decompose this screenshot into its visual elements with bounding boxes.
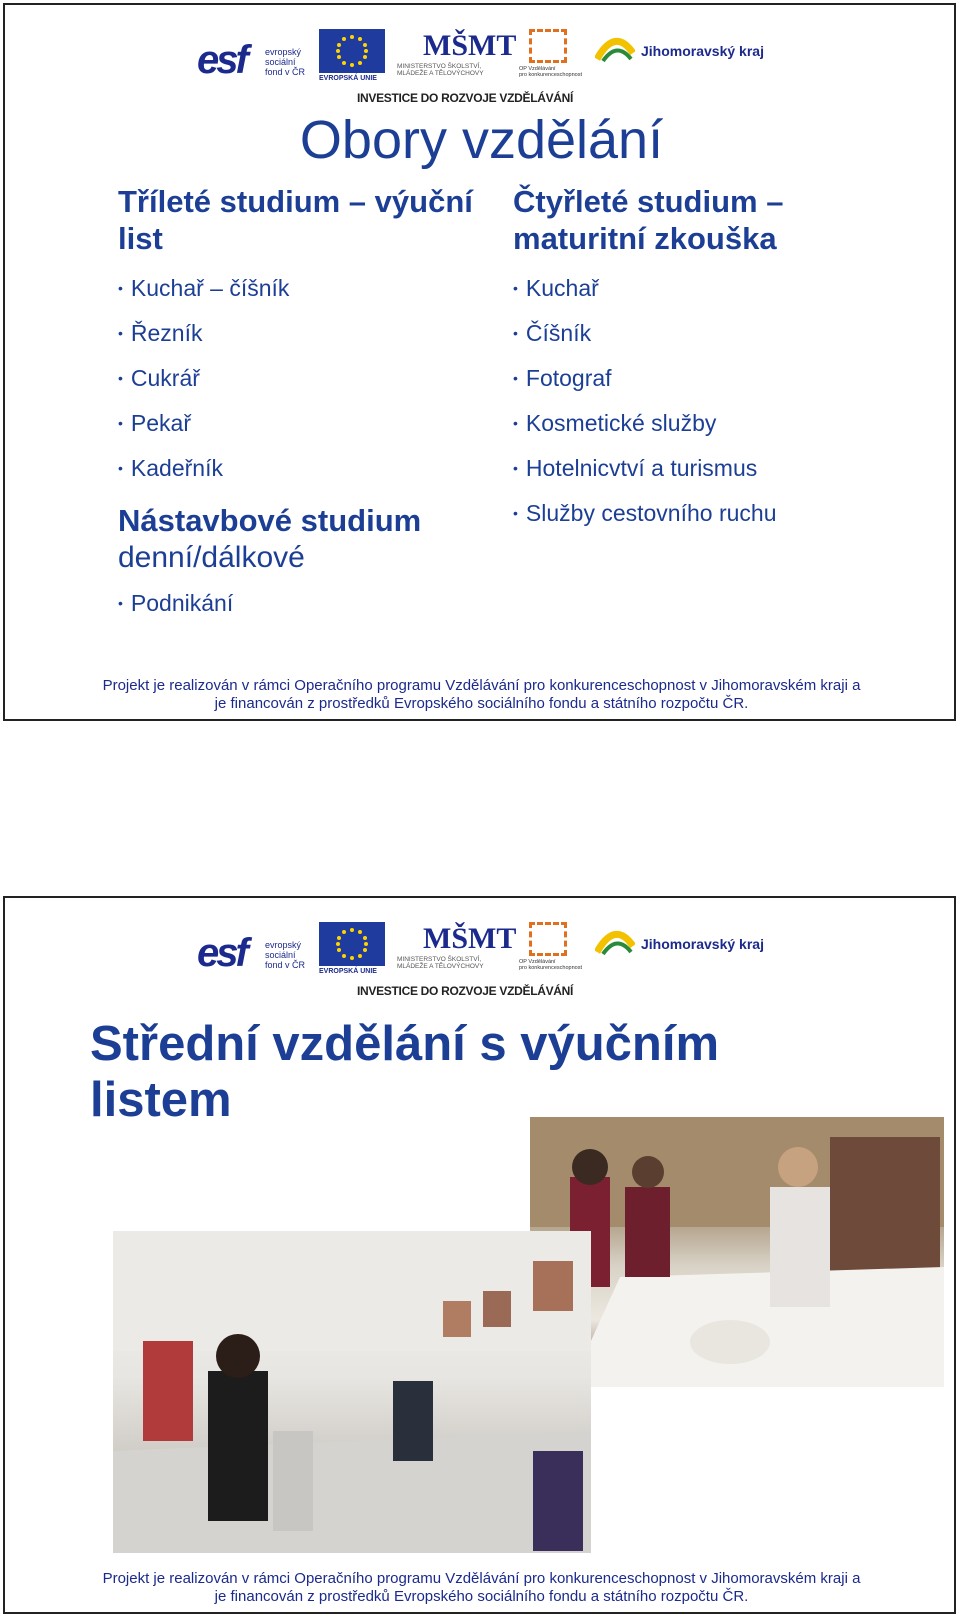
logo-bar [197,920,787,1002]
list-item: • Kosmetické služby [513,402,893,447]
footer: Projekt je realizován v rámci Operačního programu Vzdělávání pro konkurenceschopnost v Jihomoravském kraji a je financován z prostředků Evropského sociálního fondu a státního rozpočtu ČR. [102,677,861,712]
list-item: • Kadeřník [118,447,498,492]
logo-bar [197,27,787,109]
slide-1 [3,3,956,721]
nastavba-list [118,582,498,627]
op-frame-icon [529,29,567,63]
list-item: • Číšník [513,312,893,357]
esf-logo: esf evropský sociální fond v ČR [197,931,306,975]
left-heading: Tříleté studium – výuční list [118,184,473,256]
jmk-logo: Jihomoravský kraj [595,29,775,85]
op-logo: OP Vzdělávání pro konkurenceschopnost [519,29,589,85]
op-logo: OP Vzdělávání pro konkurenceschopnost [519,922,589,978]
list-item: • Hotelnicvtví a turismus [513,447,893,492]
list-item: • Služby cestovního ruchu [513,492,893,537]
eu-flag-icon [319,922,385,966]
msmt-logo: MŠMT MINISTERSTVO ŠKOLSTVÍ, MLÁDEŽE A TĚLOVÝCHOVY [397,922,517,970]
invest-caption: INVESTICE DO ROZVOJE VZDĚLÁVÁNÍ [357,984,574,998]
list-item: • Kuchař – číšník [118,267,498,312]
jmk-logo: Jihomoravský kraj [595,922,775,978]
photo-hairdressing-salon [113,1231,591,1553]
right-column [513,183,893,537]
list-item: • Cukrář [118,357,498,402]
list-item: • Podnikání [118,582,498,627]
nastavba-subheading: denní/dálkové [118,541,305,574]
esf-logo: esf evropský sociální fond v ČR [197,38,306,82]
right-list [513,267,893,537]
msmt-logo: MŠMT MINISTERSTVO ŠKOLSTVÍ, MLÁDEŽE A TĚLOVÝCHOVY [397,29,517,77]
invest-caption: INVESTICE DO ROZVOJE VZDĚLÁVÁNÍ [357,91,574,105]
right-heading: Čtyřleté studium – maturitní zkouška [513,184,784,256]
left-list [118,267,498,492]
slide-title: Obory vzdělání [299,110,664,170]
jmk-arc-icon [595,33,635,63]
footer: Projekt je realizován v rámci Operačního programu Vzdělávání pro konkurenceschopnost v Jihomoravském kraji a je financován z prostředků Evropského sociálního fondu a státního rozpočtu ČR. [102,1570,861,1605]
jmk-arc-icon [595,926,635,956]
list-item: • Pekař [118,402,498,447]
eu-logo: EVROPSKÁ UNIE [319,29,389,85]
nastavba-heading: Nástavbové studium [118,503,422,538]
left-column [118,183,498,627]
slide-2 [3,896,956,1614]
photo-waiter-training [530,1117,944,1387]
eu-flag-icon [319,29,385,73]
list-item: • Řezník [118,312,498,357]
list-item: • Kuchař [513,267,893,312]
op-frame-icon [529,922,567,956]
slide-title: Střední vzdělání s výučním listem [90,1017,720,1127]
list-item: • Fotograf [513,357,893,402]
eu-logo: EVROPSKÁ UNIE [319,922,389,978]
